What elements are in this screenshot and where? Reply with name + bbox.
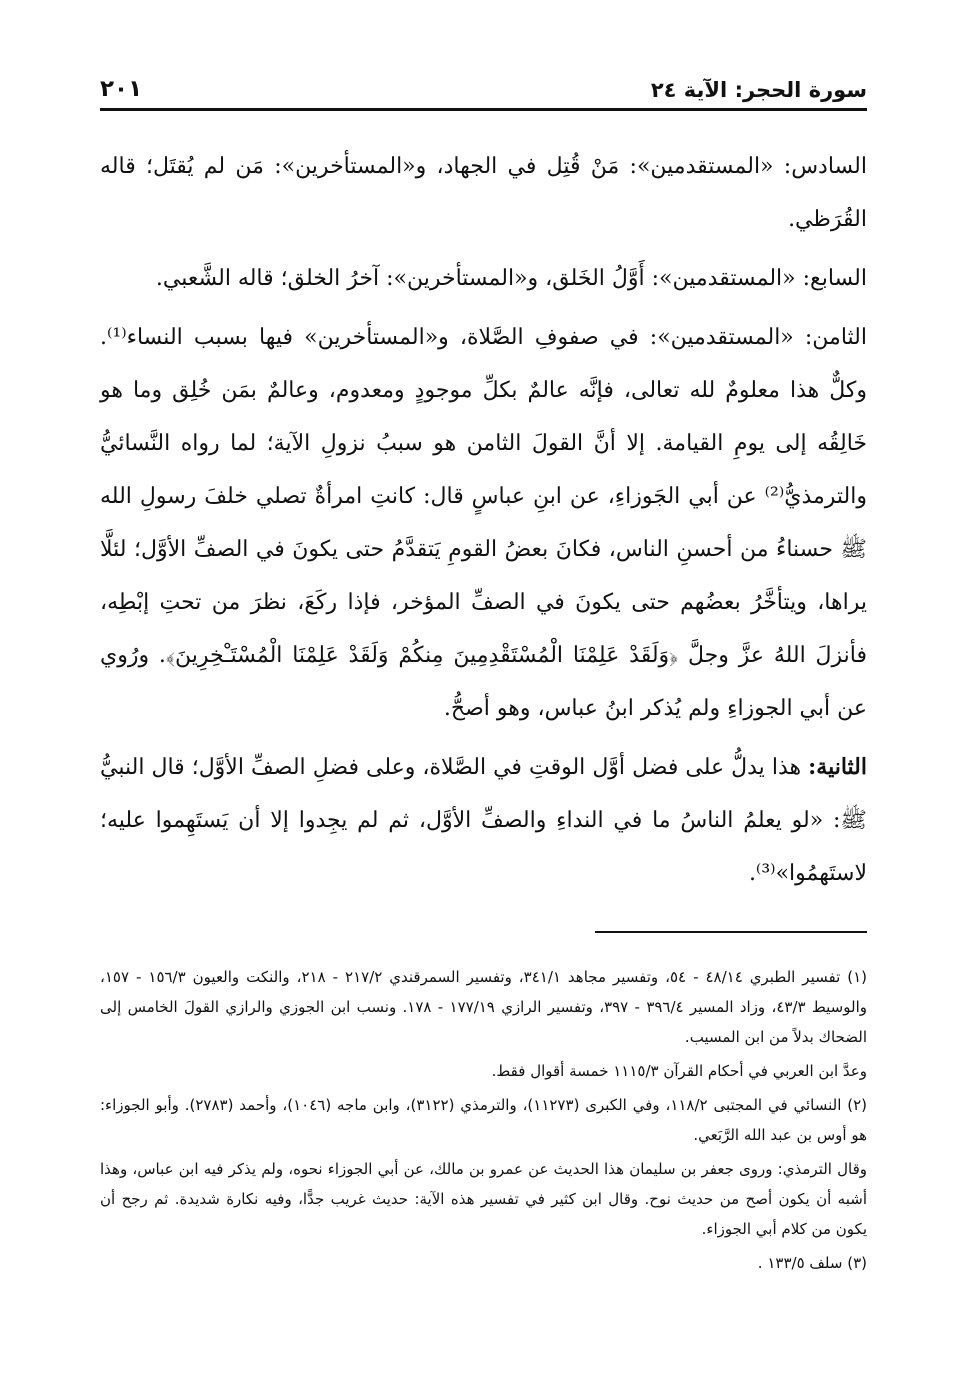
- footnote-3: (٣) سلف ١٣٣/٥ .: [757, 1254, 867, 1272]
- footnote-2: (٢) النسائي في المجتبى ١١٨/٢، وفي الكبرى (١١٢٧٣)، والترمذي (٣١٢٢)، وابن ماجه (١٠٤٦)، وأحمد (٢٧٨٣). وأبو الجوزاء: هو أوس بن عبد الله الرَّبَعي.: [100, 1096, 867, 1144]
- page-number: ٢٠١: [100, 76, 143, 102]
- section-text: هذا يدلُّ على فضل أوَّل الوقتِ في الصَّلاة، وعلى فضلِ الصفِّ الأوَّل؛ قال النبيُّ ﷺ: «لو يعلمُ الناسُ ما في النداءِ والصفِّ الأوَّل، ثم لم يجِدوا إلا أن يَستَهِموا عليه؛ لاستَهمُوا»⁽³⁾.: [100, 755, 867, 886]
- paragraph-seventh: السابع: «المستقدمين»: أَوَّلُ الخَلق، و«المستأخرين»: آخرُ الخلق؛ قاله الشَّعبي.: [155, 266, 867, 291]
- paragraph-eighth: الثامن: «المستقدمين»: في صفوفِ الصَّلاة، و«المستأخرين» فيها بسبب النساء⁽¹⁾. وكلٌّ هذا معلومٌ لله تعالى، فإنَّه عالمٌ بكلِّ موجودٍ ومعدوم، وعالمٌ بمَن خُلِق وما هو خَالِقُه إلى يومِ القيامة. إلا أنَّ القولَ الثامن هو سببُ نزولِ الآية؛ لما رواه النَّسائيُّ والترمذيُّ⁽²⁾ عن أبي الجَوزاءِ، عن ابنِ عباسٍ قال: كانتِ امرأةٌ تصلي خلفَ رسولِ الله ﷺ حسناءُ من أحسنِ الناس، فكانَ بعضُ القومِ يَتقدَّمُ حتى يكونَ في الصفِّ الأوَّل؛ لئلَّا يراها، ويتأخَّرُ بعضُهم حتى يكونَ في الصفِّ المؤخر، فإذا ركَعَ، نظرَ من تحتِ إبْطِه، فأنزلَ اللهُ عزَّ وجلَّ ﴿وَلَقَدْ عَلِمْنَا الْمُسْتَقْدِمِينَ مِنكُمْ وَلَقَدْ عَلِمْنَا الْمُسْتَـْخِرِينَ﴾. ورُوي عن أبي الجوزاءِ ولم يُذكر ابنُ عباس، وهو أصحُّ.: [100, 325, 867, 721]
- footnote-separator: [595, 931, 867, 933]
- running-title: سورة الحجر: الآية ٢٤: [650, 78, 867, 102]
- paragraph-sixth: السادس: «المستقدمين»: مَنْ قُتِل في الجهاد، و«المستأخرين»: مَن لم يُقتَل؛ قاله القُرَظي.: [100, 154, 867, 232]
- paragraph-second-issue: [100, 741, 867, 900]
- footnote-1: (١) تفسير الطبري ٤٨/١٤ - ٥٤، وتفسير مجاهد ٣٤١/١، وتفسير السمرقندي ٢١٧/٢ - ٢١٨، والنكت والعيون ١٥٦/٣ - ١٥٧، والوسيط ٤٣/٣، وزاد المسير ٣٩٦/٤ - ٣٩٧، وتفسير الرازي ١٧٧/١٩ - ١٧٨. ونسب ابن الجوزي والرازي القولَ الخامس إلى الضحاك بدلاً من ابن المسيب.: [100, 968, 868, 1046]
- page-header: [100, 58, 867, 111]
- section-lead: الثانية:: [808, 754, 867, 780]
- footnote-1-continued: وعدَّ ابن العربي في أحكام القرآن ١١١٥/٣ خمسة أقوال فقط.: [491, 1062, 867, 1080]
- footnote-2-continued: وقال الترمذي: وروى جعفر بن سليمان هذا الحديث عن عمرو بن مالك، عن أبي الجوزاء نحوه، ولم يذكر فيه ابن عباس، وهذا أشبه أن يكون أصح من حديث نوح. وقال ابن كثير في تفسير هذه الآية: حديث غريب جدًّا، وفيه نكارة شديدة. ثم رجح أن يكون من كلام أبي الجوزاء.: [100, 1160, 867, 1238]
- footnotes: [100, 962, 867, 1282]
- main-text: [100, 140, 867, 906]
